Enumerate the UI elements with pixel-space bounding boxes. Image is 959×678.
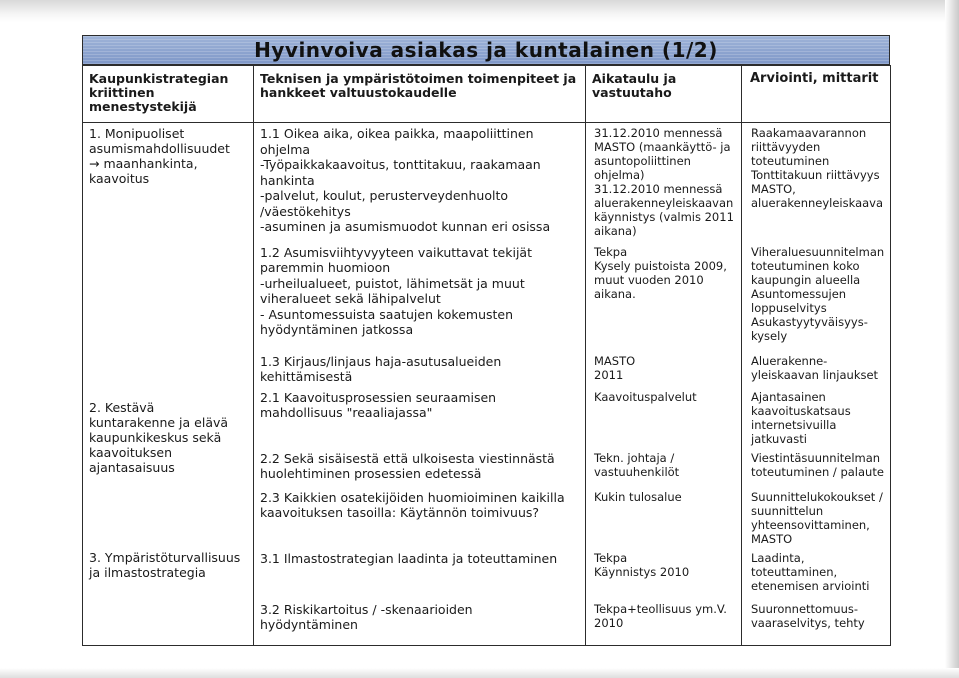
action-line: hyödyntäminen jatkossa <box>260 322 414 337</box>
goal-line: 3. Ympäristöturvallisuus <box>89 550 241 565</box>
schedule-line: käynnistys (valmis 2011 <box>594 210 734 224</box>
evaluation-cell <box>742 242 891 351</box>
action-line: 1.1 Oikea aika, oikea paikka, maapoliittinen <box>260 126 534 141</box>
action-line: 2.1 Kaavoitusprosessien seuraamisen <box>260 389 497 405</box>
evaluation-line: internetsivuilla <box>751 417 837 432</box>
evaluation-line: Tonttitakuun riittävyys <box>751 168 880 182</box>
action-cell <box>254 387 586 448</box>
schedule-line: MASTO (maankäyttö- ja <box>594 140 731 154</box>
action-line: 3.1 Ilmastostrategian laadinta ja toteuttaminen <box>260 550 558 566</box>
action-line: kaavoituksen tasoilla: Käytännön toimivuus? <box>260 505 540 520</box>
action-line: hyödyntäminen <box>260 617 358 632</box>
page-title: Hyvinvoiva asiakas ja kuntalainen (1/2) <box>82 35 890 65</box>
schedule-line: 2011 <box>594 367 624 382</box>
goal-line: kaavoituksen <box>89 445 173 460</box>
action-line: ohjelma <box>260 141 311 157</box>
action-cell <box>254 448 586 487</box>
schedule-line: 31.12.2010 mennessä <box>594 182 723 196</box>
evaluation-line: kaupungin alueella <box>751 272 861 287</box>
evaluation-line: MASTO <box>751 531 793 546</box>
evaluation-line: Asukastyytyväisyys- <box>751 314 868 329</box>
action-line: 1.2 Asumisviihtyvyyteen vaikuttavat tekijät <box>260 244 532 260</box>
action-cell <box>254 548 586 599</box>
scan-edge-right <box>945 0 959 678</box>
evaluation-line: etenemisen arviointi <box>751 578 870 593</box>
evaluation-line: aluerakenneyleiskaava <box>751 196 884 210</box>
goal-line: ajantasaisuus <box>89 460 175 475</box>
schedule-line: asuntopoliittinen <box>594 154 691 168</box>
schedule-line: Tekpa+teollisuus ym.V. <box>594 601 727 616</box>
schedule-line: Kaavoituspalvelut <box>594 389 697 404</box>
schedule-line: 31.12.2010 mennessä <box>594 126 723 140</box>
evaluation-cell <box>742 123 891 242</box>
action-line: /väestökehitys <box>260 203 351 219</box>
goal-line: kuntarakenne ja elävä <box>89 415 229 430</box>
action-cell <box>254 351 586 387</box>
action-line: 3.2 Riskikartoitus / -skenaarioiden <box>260 601 473 617</box>
evaluation-line: Viheraluesuunnitelman <box>751 244 885 259</box>
evaluation-line: vaaraselvitys, tehty <box>751 615 865 630</box>
header-evaluation: Arviointi, mittarit <box>742 66 891 123</box>
goal-line: 1. Monipuoliset <box>89 126 185 141</box>
schedule-line: Tekpa <box>594 550 628 565</box>
strategy-goal <box>83 550 249 580</box>
schedule-cell <box>586 123 742 242</box>
evaluation-cell <box>742 548 891 599</box>
schedule-cell <box>586 599 742 646</box>
evaluation-cell <box>742 448 891 487</box>
goal-line: → maanhankinta, <box>89 156 198 171</box>
action-line: kehittämisestä <box>260 369 353 384</box>
evaluation-line: Laadinta, <box>751 550 805 565</box>
goal-line: 2. Kestävä <box>89 400 155 415</box>
goal-line: kaavoitus <box>89 171 150 186</box>
evaluation-line: yleiskaavan linjaukset <box>751 367 879 382</box>
action-line: viheralueet sekä lähipalvelut <box>260 291 441 306</box>
table-row <box>83 123 891 242</box>
schedule-cell <box>586 242 742 351</box>
evaluation-line: Ajantasainen <box>751 389 826 404</box>
evaluation-line: Suuronnettomuus- <box>751 601 859 616</box>
action-line: -Työpaikkakaavoitus, tonttitakuu, raakamaan <box>260 157 541 172</box>
schedule-cell <box>586 387 742 448</box>
schedule-line: Tekn. johtaja / <box>594 450 675 465</box>
goal-line: kaupunkikeskus sekä <box>89 430 222 445</box>
evaluation-line: MASTO, <box>751 182 796 196</box>
schedule-cell <box>586 351 742 387</box>
table-body <box>83 123 891 646</box>
evaluation-line: suunnittelun <box>751 503 824 518</box>
schedule-line: ohjelma) <box>594 168 645 182</box>
schedule-line: muut vuoden 2010 <box>594 272 704 287</box>
evaluation-line: kaavoituskatsaus <box>751 403 851 418</box>
goals-column <box>83 123 254 646</box>
goal-line: ja ilmastostrategia <box>89 565 206 580</box>
strategy-goal <box>83 400 249 475</box>
evaluation-line: loppuselvitys <box>751 300 827 315</box>
header-row <box>83 66 891 123</box>
evaluation-line: jatkuvasti <box>751 431 807 446</box>
evaluation-line: Aluerakenne- <box>751 353 828 368</box>
action-line: hankinta <box>260 172 315 188</box>
action-line: - Asuntomessuista saatujen kokemusten <box>260 306 514 322</box>
schedule-line: aikana) <box>594 224 637 238</box>
strategy-table <box>82 65 891 646</box>
action-line: -palvelut, koulut, perusterveydenhuolto <box>260 188 508 203</box>
action-cell <box>254 123 586 242</box>
action-line: -urheilualueet, puistot, lähimetsät ja muut <box>260 275 525 291</box>
action-line: paremmin huomioon <box>260 260 391 275</box>
schedule-line: Kukin tulosalue <box>594 489 682 504</box>
evaluation-line: Viestintäsuunnitelman <box>751 450 881 465</box>
header-goals: Kaupunkistrategian kriittinen menestystekijä <box>83 66 254 123</box>
schedule-line: Kysely puistoista 2009, <box>594 258 727 273</box>
evaluation-line: yhteensovittaminen, <box>751 517 870 532</box>
evaluation-line: kysely <box>751 328 788 343</box>
scan-edge-bottom <box>0 668 959 678</box>
schedule-line: Tekpa <box>594 244 628 259</box>
action-line: -asuminen ja asumismuodot kunnan eri osissa <box>260 219 551 234</box>
evaluation-line: Asuntomessujen <box>751 286 847 301</box>
schedule-line: aluerakenneyleiskaavan <box>594 196 734 210</box>
strategy-goal <box>83 126 249 186</box>
schedule-line: Käynnistys 2010 <box>594 564 690 579</box>
evaluation-line: toteutuminen <box>751 154 830 168</box>
action-cell <box>254 599 586 646</box>
action-line: huolehtiminen prosessien edetessä <box>260 466 482 481</box>
header-schedule: Aikataulu ja vastuutaho <box>586 66 742 123</box>
action-line: 2.3 Kaikkien osatekijöiden huomioiminen kaikilla <box>260 489 565 505</box>
evaluation-cell <box>742 487 891 548</box>
action-line: 1.3 Kirjaus/linjaus haja-asutusalueiden <box>260 353 502 369</box>
evaluation-line: Raakamaavarannon <box>751 126 867 140</box>
action-cell <box>254 242 586 351</box>
evaluation-cell <box>742 351 891 387</box>
schedule-line: vastuuhenkilöt <box>594 464 680 479</box>
schedule-cell <box>586 487 742 548</box>
schedule-line: MASTO <box>594 353 636 368</box>
schedule-cell <box>586 548 742 599</box>
evaluation-line: toteutuminen / palaute <box>751 464 884 479</box>
schedule-line: 2010 <box>594 615 624 630</box>
evaluation-line: riittävyyden <box>751 140 821 154</box>
evaluation-line: toteuttaminen, <box>751 564 838 579</box>
evaluation-line: toteutuminen koko <box>751 258 860 273</box>
action-line: 2.2 Sekä sisäisestä että ulkoisesta viestinnästä <box>260 450 555 466</box>
action-line: mahdollisuus "reaaliajassa" <box>260 405 433 420</box>
action-cell <box>254 487 586 548</box>
schedule-line: aikana. <box>594 286 636 301</box>
scan-edge-top <box>0 0 959 22</box>
header-actions: Teknisen ja ympäristötoimen toimenpiteet ja hankkeet valtuustokaudelle <box>254 66 586 123</box>
evaluation-cell <box>742 599 891 646</box>
schedule-cell <box>586 448 742 487</box>
evaluation-line: Suunnittelukokoukset / <box>751 489 883 504</box>
evaluation-cell <box>742 387 891 448</box>
goal-line: asumismahdollisuudet <box>89 141 230 156</box>
